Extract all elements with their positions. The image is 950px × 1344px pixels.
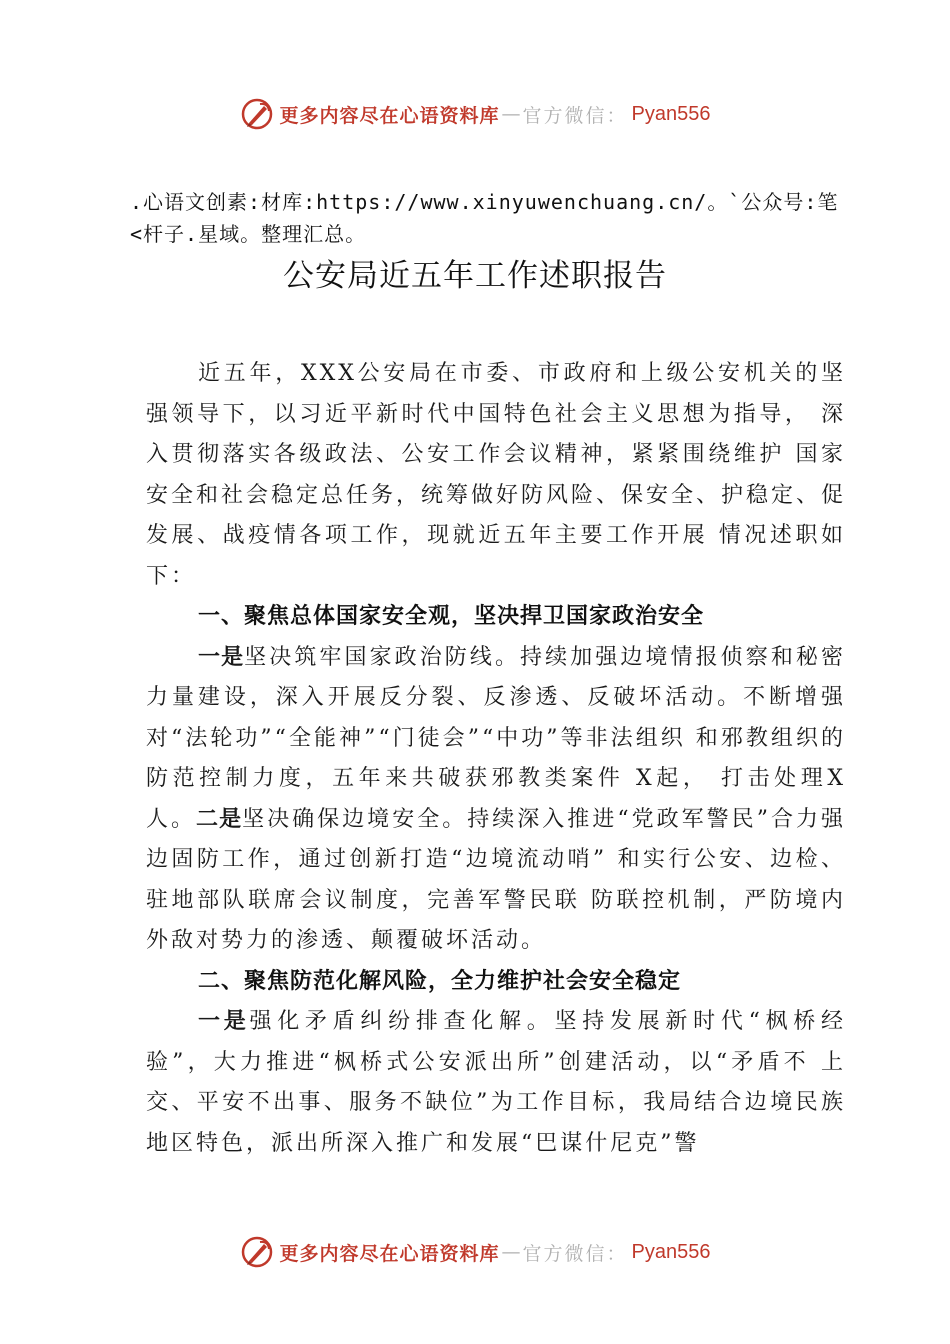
bottom-banner (0, 1230, 950, 1274)
section-heading: 一、聚焦总体国家安全观，坚决捍卫国家政治安全 (198, 604, 705, 629)
point-lead: 二是 (196, 806, 243, 832)
banner-dash: — (501, 1241, 521, 1263)
pen-logo-icon (240, 1235, 274, 1269)
banner-wechat-id: Pyan556 (631, 1240, 711, 1263)
banner-wechat-id: Pyan556 (631, 102, 711, 125)
banner-wechat-label: 官方微信： (522, 104, 628, 127)
banner-promo-text: 更多内容尽在心语资料库 (279, 104, 500, 127)
top-banner (0, 92, 950, 136)
point-text: 坚决确保边境安全。持续深入推进“党政军警民”合力强边固防工作，通过创新打造“边境流动哨” 和实行公安、边检、驻地部队联席会议制度，完善军警民联 防联控机制，严防境内外敌对势力的渗透、颠覆破坏活动。 (146, 806, 846, 953)
banner-wechat-label: 官方微信： (522, 1242, 628, 1265)
pen-logo-icon (240, 97, 274, 131)
point-lead: 一是 (198, 1009, 250, 1034)
banner-dash: — (501, 103, 521, 125)
point-text: 强化矛盾纠纷排查化解。坚持发展新时代“枫桥经验”，大力推进“枫桥式公安派出所”创建活动，以“矛盾不 上交、平安不出事、服务不缺位”为工作目标，我局结合边境民族地区特色，派出所深入推广和发展“巴谋什尼克”警 (146, 1009, 846, 1156)
source-note: .心语文创素:材库:https://www.xinyuwenchuang.cn/。`公众号:笔<杆子.星域。整理汇总。 (130, 190, 839, 246)
document-body (146, 354, 846, 1164)
document-title: 公安局近五年工作述职报告 (283, 258, 667, 294)
banner-promo-text: 更多内容尽在心语资料库 (279, 1242, 500, 1265)
section-heading: 二、聚焦防范化解风险，全力维护社会安全稳定 (198, 968, 682, 994)
section-paragraph (146, 638, 846, 962)
point-text: 坚决筑牢国家政治防线。持续加强边境情报侦察和秘密力量建设，深入开展反分裂、反渗透、反破坏活动。不断增强对“法轮功”“全能神”“门徒会”“中功”等非法组织 和邪教组织的防范控制力度，五年来共破获邪教类案件 X起， 打击处理X人。 (146, 644, 846, 832)
point-lead: 一是 (198, 644, 245, 670)
intro-paragraph: 近五年，XXX公安局在市委、市政府和上级公安机关的坚强领导下，以习近平新时代中国特色社会主义思想为指导， 深入贯彻落实各级政法、公安工作会议精神，紧紧围绕维护 国家安全和社会稳定总任务，统筹做好防风险、保安全、护稳定、促发展、战疫情各项工作，现就近五年主要工作开展 情况述职如下： (146, 361, 847, 589)
section-paragraph (146, 1002, 846, 1164)
